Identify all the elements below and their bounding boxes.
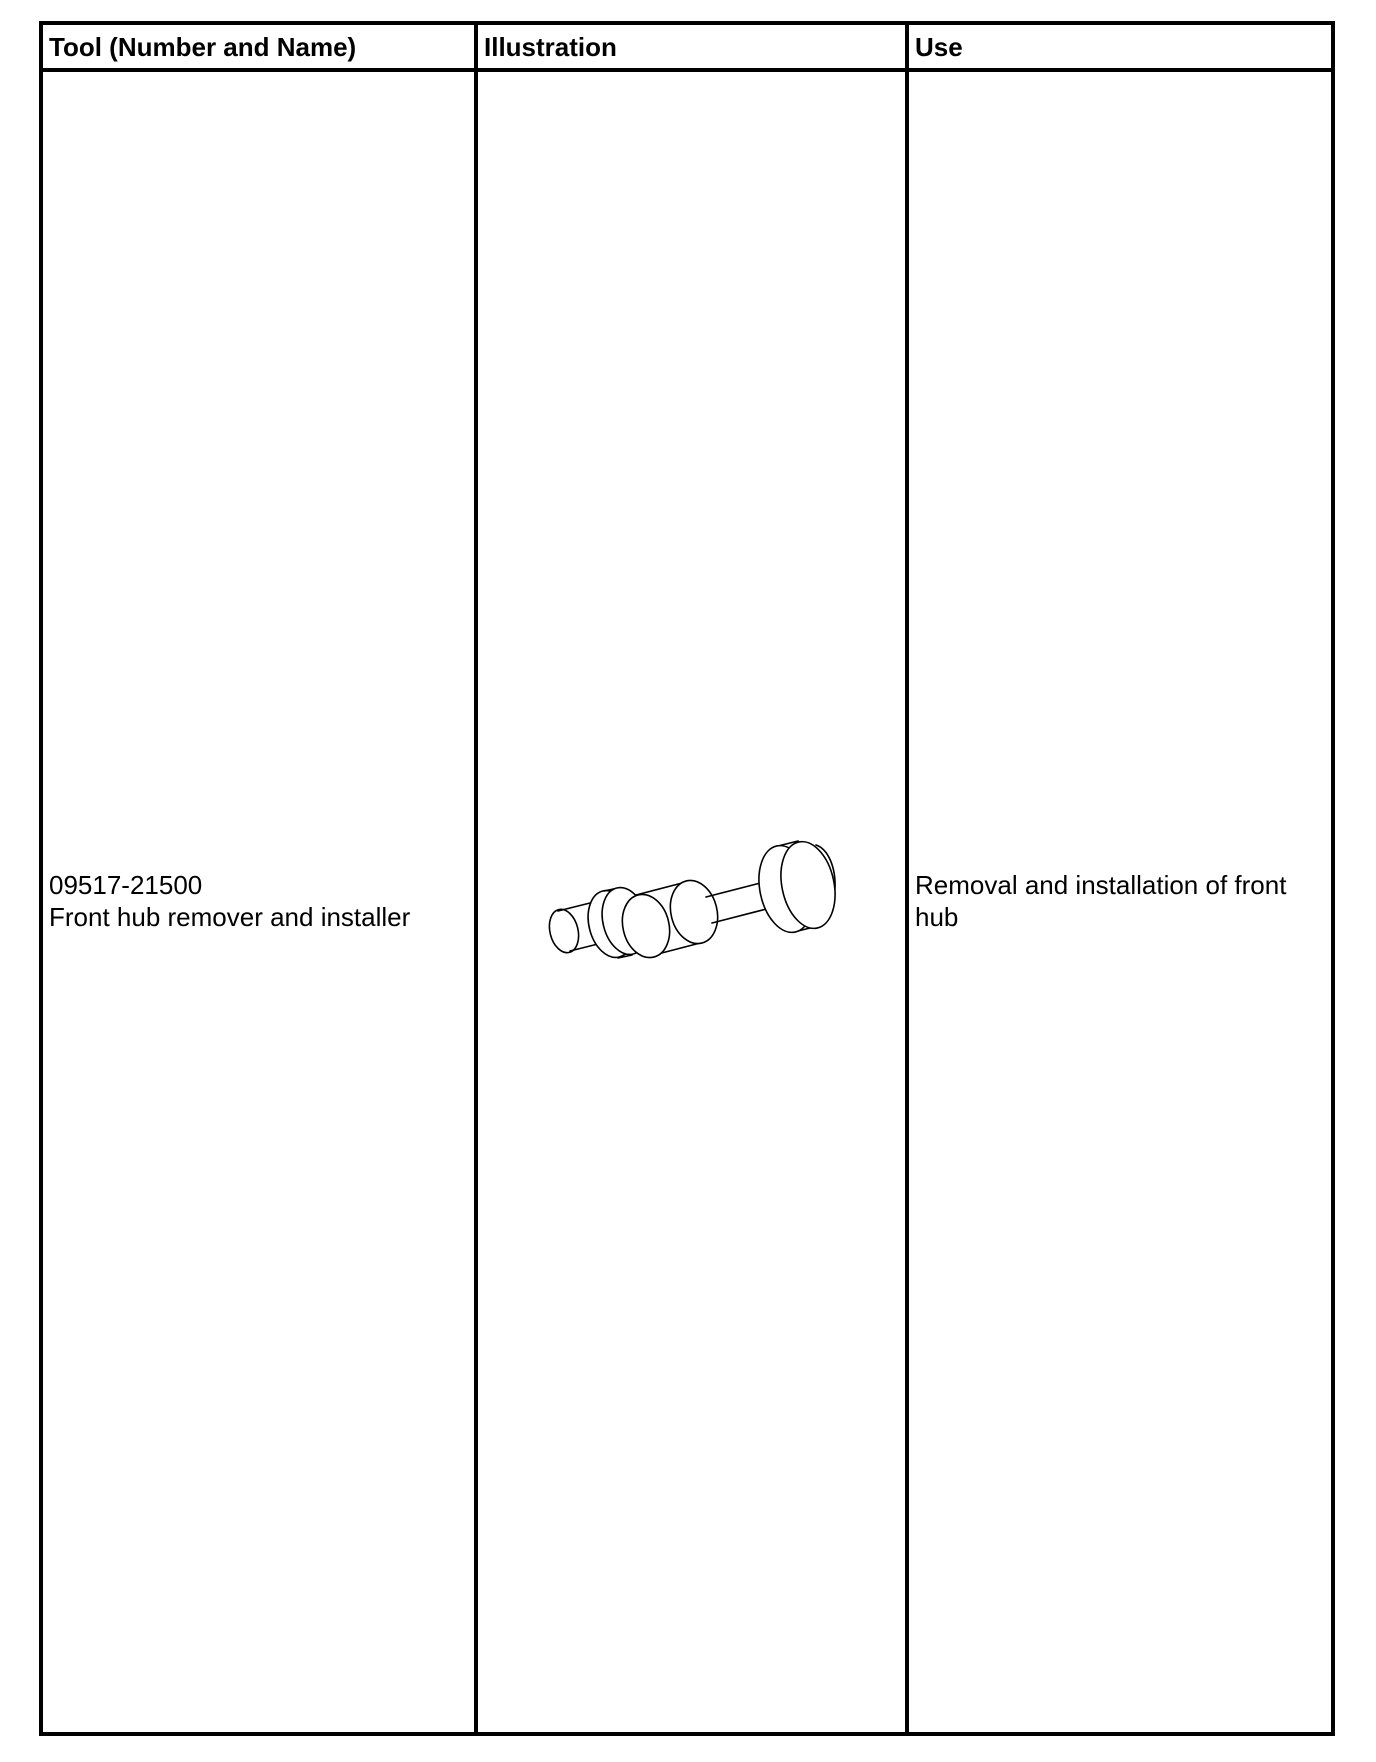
front-hub-remover-installer-drawing-icon (536, 805, 896, 1005)
use-cell: Removal and installation of front hub (915, 870, 1287, 932)
header-divider (43, 68, 1331, 72)
column-divider (905, 25, 909, 1732)
header-tool: Tool (Number and Name) (49, 32, 357, 62)
special-tool-table (39, 21, 1335, 1736)
tool-number: 09517-21500 (49, 870, 203, 900)
tool-name: Front hub remover and installer (49, 902, 411, 932)
header-illustration: Illustration (484, 32, 617, 62)
column-divider (474, 25, 478, 1732)
tool-cell (49, 869, 469, 933)
header-use: Use (915, 32, 963, 62)
